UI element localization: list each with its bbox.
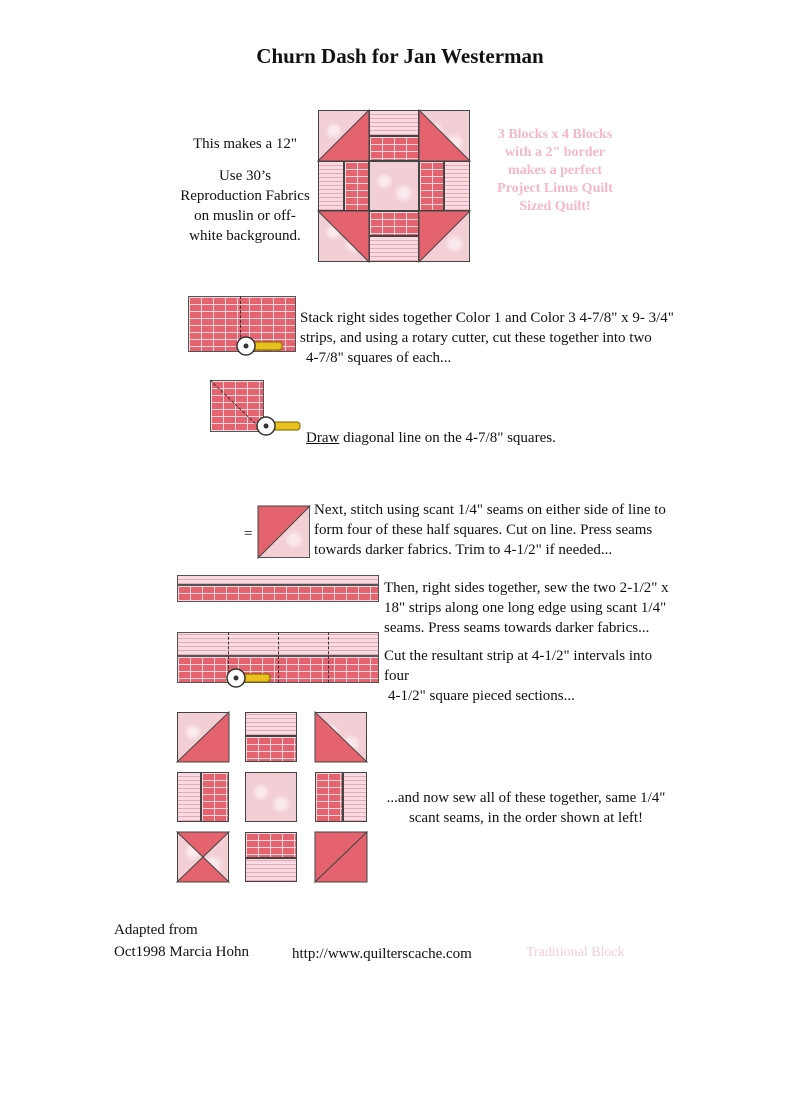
- layout-piece: [245, 772, 297, 822]
- layout-piece: [177, 772, 201, 822]
- step5-text: [384, 646, 704, 706]
- hst-piece: [315, 712, 367, 762]
- intro-line: white background.: [189, 228, 301, 244]
- step3-text: [314, 500, 784, 560]
- step6-text: [366, 788, 686, 828]
- page-title: Churn Dash for Jan Westerman: [256, 44, 544, 68]
- source-url[interactable]: http://www.quilterscache.com: [292, 946, 472, 962]
- hst-corner: [318, 110, 369, 161]
- hst-piece: [177, 712, 229, 762]
- step-line: Stack right sides together Color 1 and Color 3 4-7/8" x 9- 3/4": [300, 310, 674, 326]
- step-line: diagonal line on the 4-7/8" squares.: [339, 430, 556, 446]
- rotary-cutter-icon: [236, 336, 296, 360]
- hst-corner: [318, 211, 369, 262]
- step-line: four: [384, 668, 409, 684]
- quilt-size-note: [470, 126, 640, 216]
- step4-text: [384, 578, 684, 638]
- half-square-triangle: [258, 506, 310, 558]
- step2-text: [306, 428, 706, 448]
- hst-piece: [177, 832, 229, 882]
- step1-text: [300, 308, 780, 368]
- block-cell: [369, 161, 419, 211]
- block-cell: [344, 161, 369, 211]
- step-line: strips, and using a rotary cutter, cut these together into two: [300, 330, 652, 346]
- author-credit: Oct1998 Marcia Hohn: [114, 944, 249, 960]
- intro-line: Reproduction Fabrics: [180, 188, 310, 204]
- block-cell: [444, 161, 470, 211]
- step-line: ...and now sew all of these together, same 1/4": [386, 790, 666, 806]
- layout-piece: [343, 772, 367, 822]
- block-cell: [419, 161, 444, 211]
- light-strip: [177, 575, 379, 585]
- layout-piece: [201, 772, 229, 822]
- note-line: Project Linus Quilt: [497, 181, 613, 196]
- intro-text: [170, 134, 320, 246]
- step-line: Cut the resultant strip at 4-1/2" intervals into: [384, 648, 653, 664]
- block-cell: [369, 136, 419, 161]
- note-line: 3 Blocks x 4 Blocks: [497, 127, 613, 142]
- layout-piece: [245, 736, 297, 762]
- draw-word: Draw: [306, 430, 340, 446]
- step-line: Next, stitch using scant 1/4" seams on either side of line to: [314, 502, 666, 518]
- finished-block-diagram: [318, 110, 470, 262]
- exploded-block-layout: [177, 712, 367, 884]
- intro-line: on muslin or off-: [194, 208, 296, 224]
- step-line: 4-7/8" squares of each...: [306, 350, 452, 366]
- rotary-cutter-icon: [256, 416, 306, 438]
- cut-line: [328, 632, 330, 683]
- rotary-cutter-icon: [226, 668, 276, 690]
- note-line: Sized Quilt!: [519, 199, 591, 214]
- step-line: towards darker fabrics. Trim to 4-1/2" if needed...: [314, 542, 613, 558]
- layout-piece: [245, 712, 297, 736]
- layout-piece: [245, 832, 297, 858]
- step-line: 4-1/2" square pieced sections...: [388, 688, 575, 704]
- note-line: with a 2" border: [505, 145, 605, 160]
- watermark: Traditional Block: [526, 945, 625, 960]
- block-cell: [369, 110, 419, 136]
- cut-line: [278, 632, 280, 683]
- step-line: form four of these half squares. Cut on line. Press seams: [314, 522, 653, 538]
- adapted-from: Adapted from: [114, 922, 198, 938]
- note-line: makes a perfect: [507, 163, 603, 178]
- dark-strip: [177, 585, 379, 602]
- layout-piece: [315, 772, 343, 822]
- intro-line: Use 30’s: [218, 168, 272, 184]
- step-line: Then, right sides together, sew the two 2-1/2" x: [384, 580, 669, 596]
- hst-corner: [419, 110, 470, 161]
- block-cell: [318, 161, 344, 211]
- layout-piece: [245, 858, 297, 882]
- step-line: 18" strips along one long edge using scant 1/4": [384, 600, 667, 616]
- equals-sign: =: [244, 526, 253, 542]
- hst-piece: [315, 832, 367, 882]
- step-line: seams. Press seams towards darker fabrics...: [384, 620, 650, 636]
- block-cell: [369, 236, 419, 262]
- hst-corner: [419, 211, 470, 262]
- step-line: scant seams, in the order shown at left!: [408, 810, 644, 826]
- block-cell: [369, 211, 419, 236]
- intro-line: This makes a 12": [192, 136, 298, 152]
